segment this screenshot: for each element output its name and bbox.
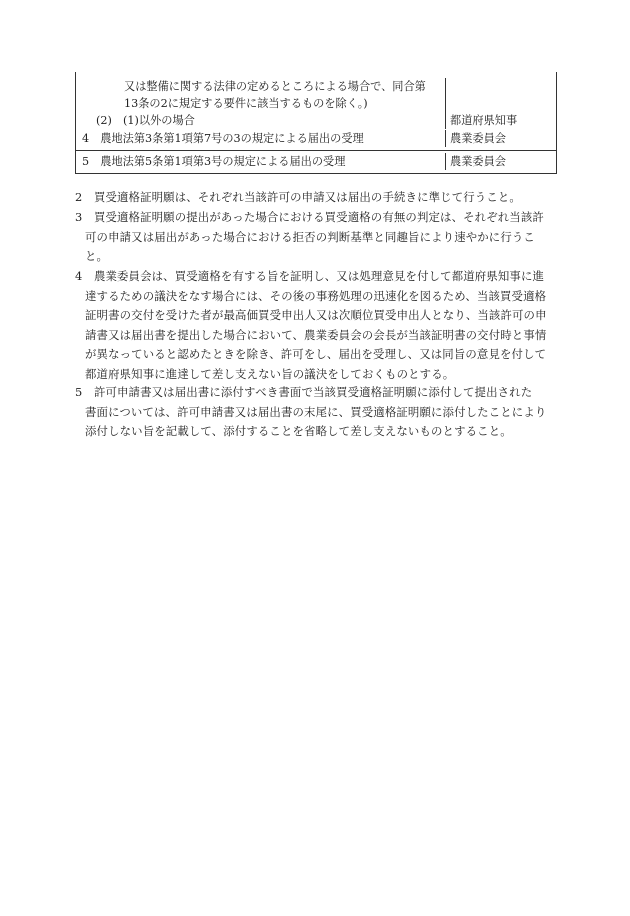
table-cell-line: 都道府県知事 [450,114,518,127]
paragraph-line: と。 [85,249,109,263]
table-cell-procedure [76,130,446,147]
table-cell-authority [446,153,556,170]
table-cell-line: 4 農地法第3条第1項第7号の3の規定による届出の受理 [82,132,364,145]
paragraph-3 [75,208,565,267]
table-cell-line: 農業委員会 [450,132,506,145]
paragraph-4 [75,267,565,384]
table-cell-line: 又は整備に関する法律の定めるところによる場合で、同合第 [124,80,426,93]
paragraph-line: 都道府県知事に進達して差し支えない旨の議決をしておくものとする。 [85,366,455,381]
table-cell-procedure [76,153,446,170]
authority-table [75,72,557,174]
paragraph-line: 証明書の交付を受けた者が最高価買受申出人又は次順位買受申出人となり、当該許可の申 [85,308,547,322]
table-row [76,129,556,150]
paragraph-line: 4 農業委員会は、買受適格を有する旨を証明し、又は処理意見を付して都道府県知事に進 [75,269,545,283]
table-cell-procedure [76,78,446,129]
table-cell-line: (2) (1)以外の場合 [96,114,195,127]
paragraph-5 [75,383,565,442]
table-cell-authority [446,130,556,147]
paragraph-line: 5 許可申請書又は届出書に添付すべき書面で当該買受適格証明願に添付して提出された [75,385,533,399]
table-row [76,150,556,173]
table-cell-line: 5 農地法第5条第1項第3号の規定による届出の受理 [82,155,346,168]
table-cell-line: 農業委員会 [450,155,506,168]
paragraph-2 [75,188,565,208]
paragraph-line: 請書又は届出書を提出した場合において、農業委員会の会長が当該証明書の交付時と事情 [85,327,547,342]
paragraph-line: 添付しない旨を記載して、添付することを省略して差し支えないものとすること。 [85,424,512,438]
table-cell-line [450,95,556,112]
table-cell-line: 13条の2に規定する要件に該当するものを除く。) [124,97,368,110]
paragraph-line: 2 買受適格証明願は、それぞれ当該許可の申請又は届出の手続きに準じて行うこと。 [75,190,521,204]
paragraph-line: 書面については、許可申請書又は届出書の末尾に、買受適格証明願に添付したことにより [85,404,547,419]
paragraph-line: が異なっていると認めたときを除き、許可をし、届出を受理し、又は同旨の意見を付して [85,347,547,361]
paragraph-line: 3 買受適格証明願の提出があった場合における買受適格の有無の判定は、それぞれ当該許 [75,210,544,224]
paragraph-line: 可の申請又は届出があった場合における拒否の判断基準と同趣旨により速やかに行うこ [85,229,535,244]
paragraph-line: 達するための議決をなす場合には、その後の事務処理の迅速化を図るため、当該買受適格 [85,288,547,303]
table-cell-line [450,78,556,95]
table-cell-authority [446,78,556,129]
table-row [76,72,556,129]
